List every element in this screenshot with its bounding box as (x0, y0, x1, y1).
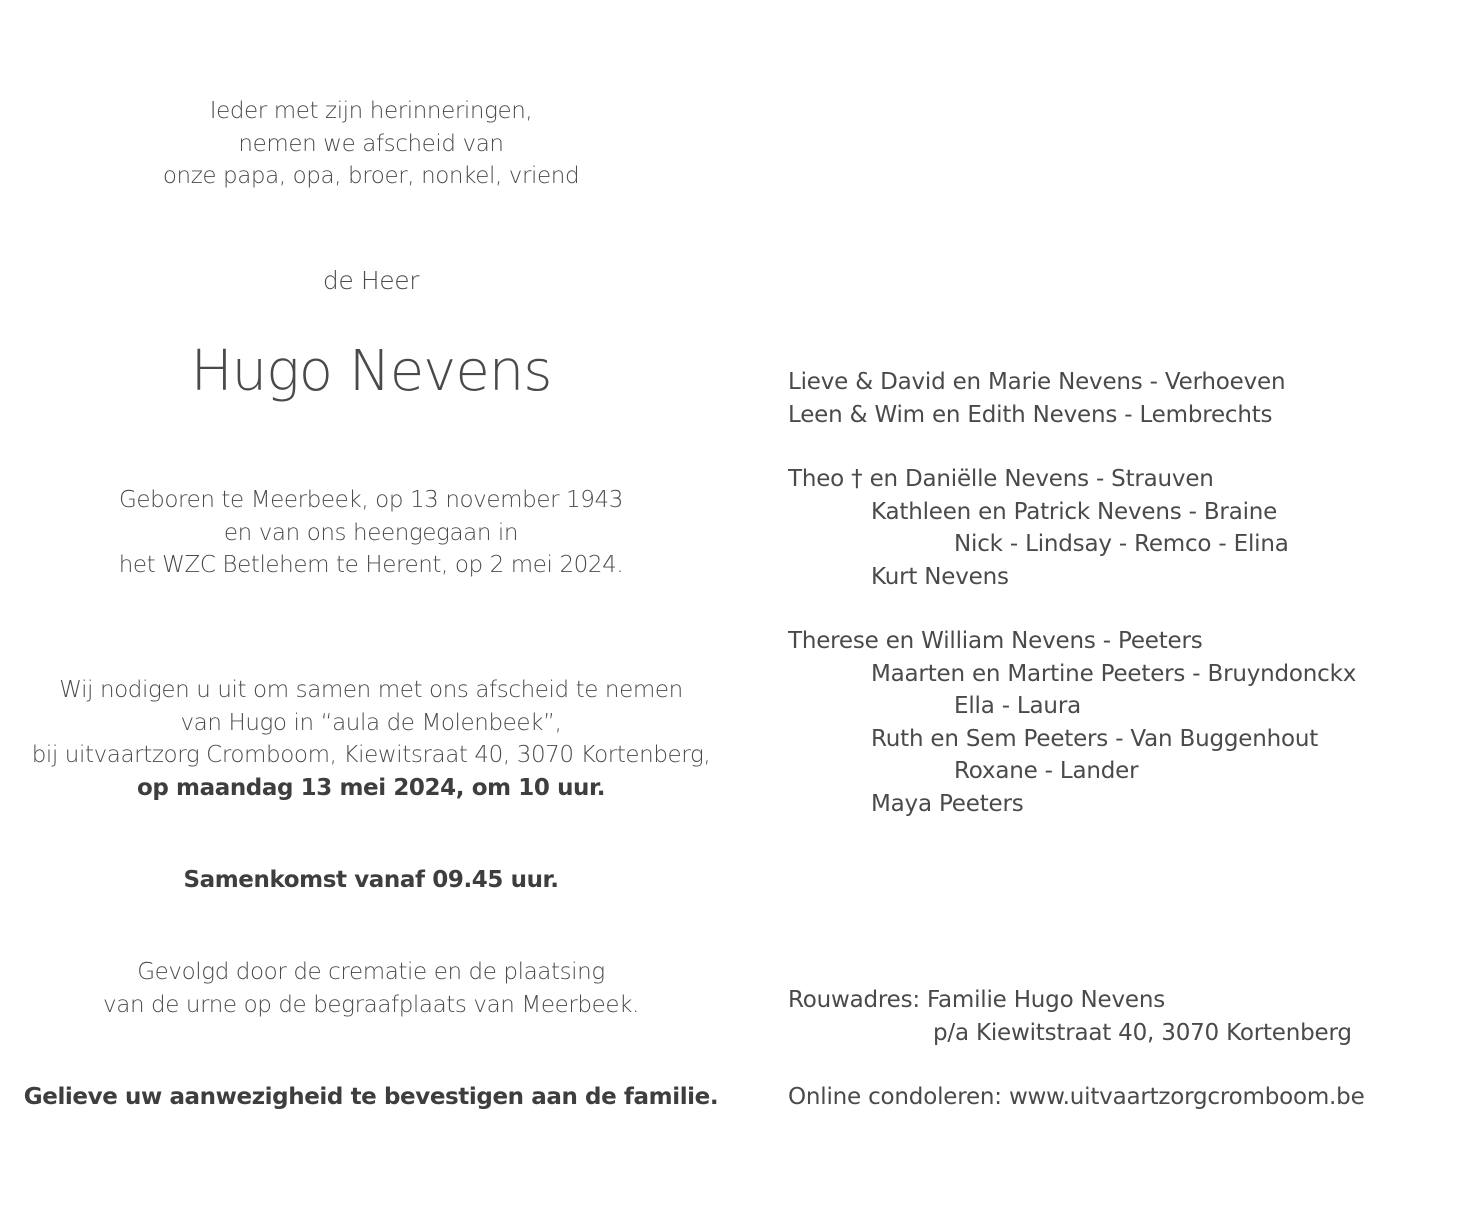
family-head: Therese en William Nevens - Peeters (788, 628, 1203, 654)
family-line: Leen & Wim en Edith Nevens - Lembrechts (788, 401, 1273, 428)
title-prefix (0, 265, 742, 298)
family-group-2 (788, 463, 1289, 593)
family-group-3 (788, 625, 1356, 820)
mourning-address-label: Rouwadres: Familie Hugo Nevens (788, 987, 1166, 1013)
mourning-address-street: p/a Kiewitstraat 40, 3070 Kortenberg (933, 1019, 1352, 1046)
invitation-line: bij uitvaartzorg Cromboom, Kiewitsraat 40, 3070 Kortenberg, (31, 742, 711, 768)
family-grandchildren: Ella - Laura (954, 693, 1081, 719)
rsvp-line: Gelieve uw aanwezigheid te bevestigen aan de familie. (23, 1084, 719, 1110)
intro-line: Ieder met zijn herinneringen, (209, 98, 533, 124)
invitation-line: Wij nodigen u uit om samen met ons afscheid te nemen (59, 677, 683, 703)
invitation-line: van Hugo in “aula de Molenbeek”, (180, 709, 562, 736)
family-child: Maarten en Martine Peeters - Bruyndonckx (871, 660, 1357, 687)
deceased-name: Hugo Nevens (190, 339, 552, 404)
family-group-1 (788, 366, 1285, 431)
family-line: Lieve & David en Marie Nevens - Verhoeven (788, 369, 1286, 395)
gathering-line: Samenkomst vanaf 09.45 uur. (183, 867, 559, 893)
family-head: Theo † en Daniëlle Nevens - Strauven (788, 466, 1214, 492)
cremation-line: Gevolgd door de crematie en de plaatsing (137, 959, 605, 985)
birth-death-line: het WZC Betlehem te Herent, op 2 mei 2024. (118, 552, 624, 578)
gathering-text (0, 864, 742, 897)
right-panel (788, 0, 1468, 1207)
title-prefix-text: de Heer (322, 266, 420, 295)
family-child: Kathleen en Patrick Nevens - Braine (871, 498, 1278, 525)
family-child: Maya Peeters (871, 790, 1024, 817)
family-child: Kurt Nevens (871, 563, 1009, 590)
online-condolences (788, 1081, 1365, 1114)
rsvp-text (0, 1081, 742, 1114)
intro-line: nemen we afscheid van (238, 130, 504, 157)
birth-death-line: en van ons heengegaan in (223, 519, 519, 546)
intro-line: onze papa, opa, broer, nonkel, vriend (162, 163, 580, 189)
family-grandchildren: Roxane - Lander (954, 758, 1139, 784)
invitation-text (0, 674, 742, 804)
family-child: Ruth en Sem Peeters - Van Buggenhout (871, 725, 1319, 752)
mourning-address (788, 984, 1352, 1049)
cremation-line: van de urne op de begraafplaats van Meerbeek. (103, 991, 639, 1018)
cremation-text (0, 956, 742, 1021)
invitation-date: op maandag 13 mei 2024, om 10 uur. (136, 774, 606, 801)
birth-death-text (0, 484, 742, 582)
intro-text (0, 95, 742, 193)
family-grandchildren: Nick - Lindsay - Remco - Elina (954, 531, 1289, 557)
birth-death-line: Geboren te Meerbeek, op 13 november 1943 (119, 487, 623, 513)
online-condolences-line: Online condoleren: www.uitvaartzorgcromboom.be (788, 1084, 1365, 1110)
